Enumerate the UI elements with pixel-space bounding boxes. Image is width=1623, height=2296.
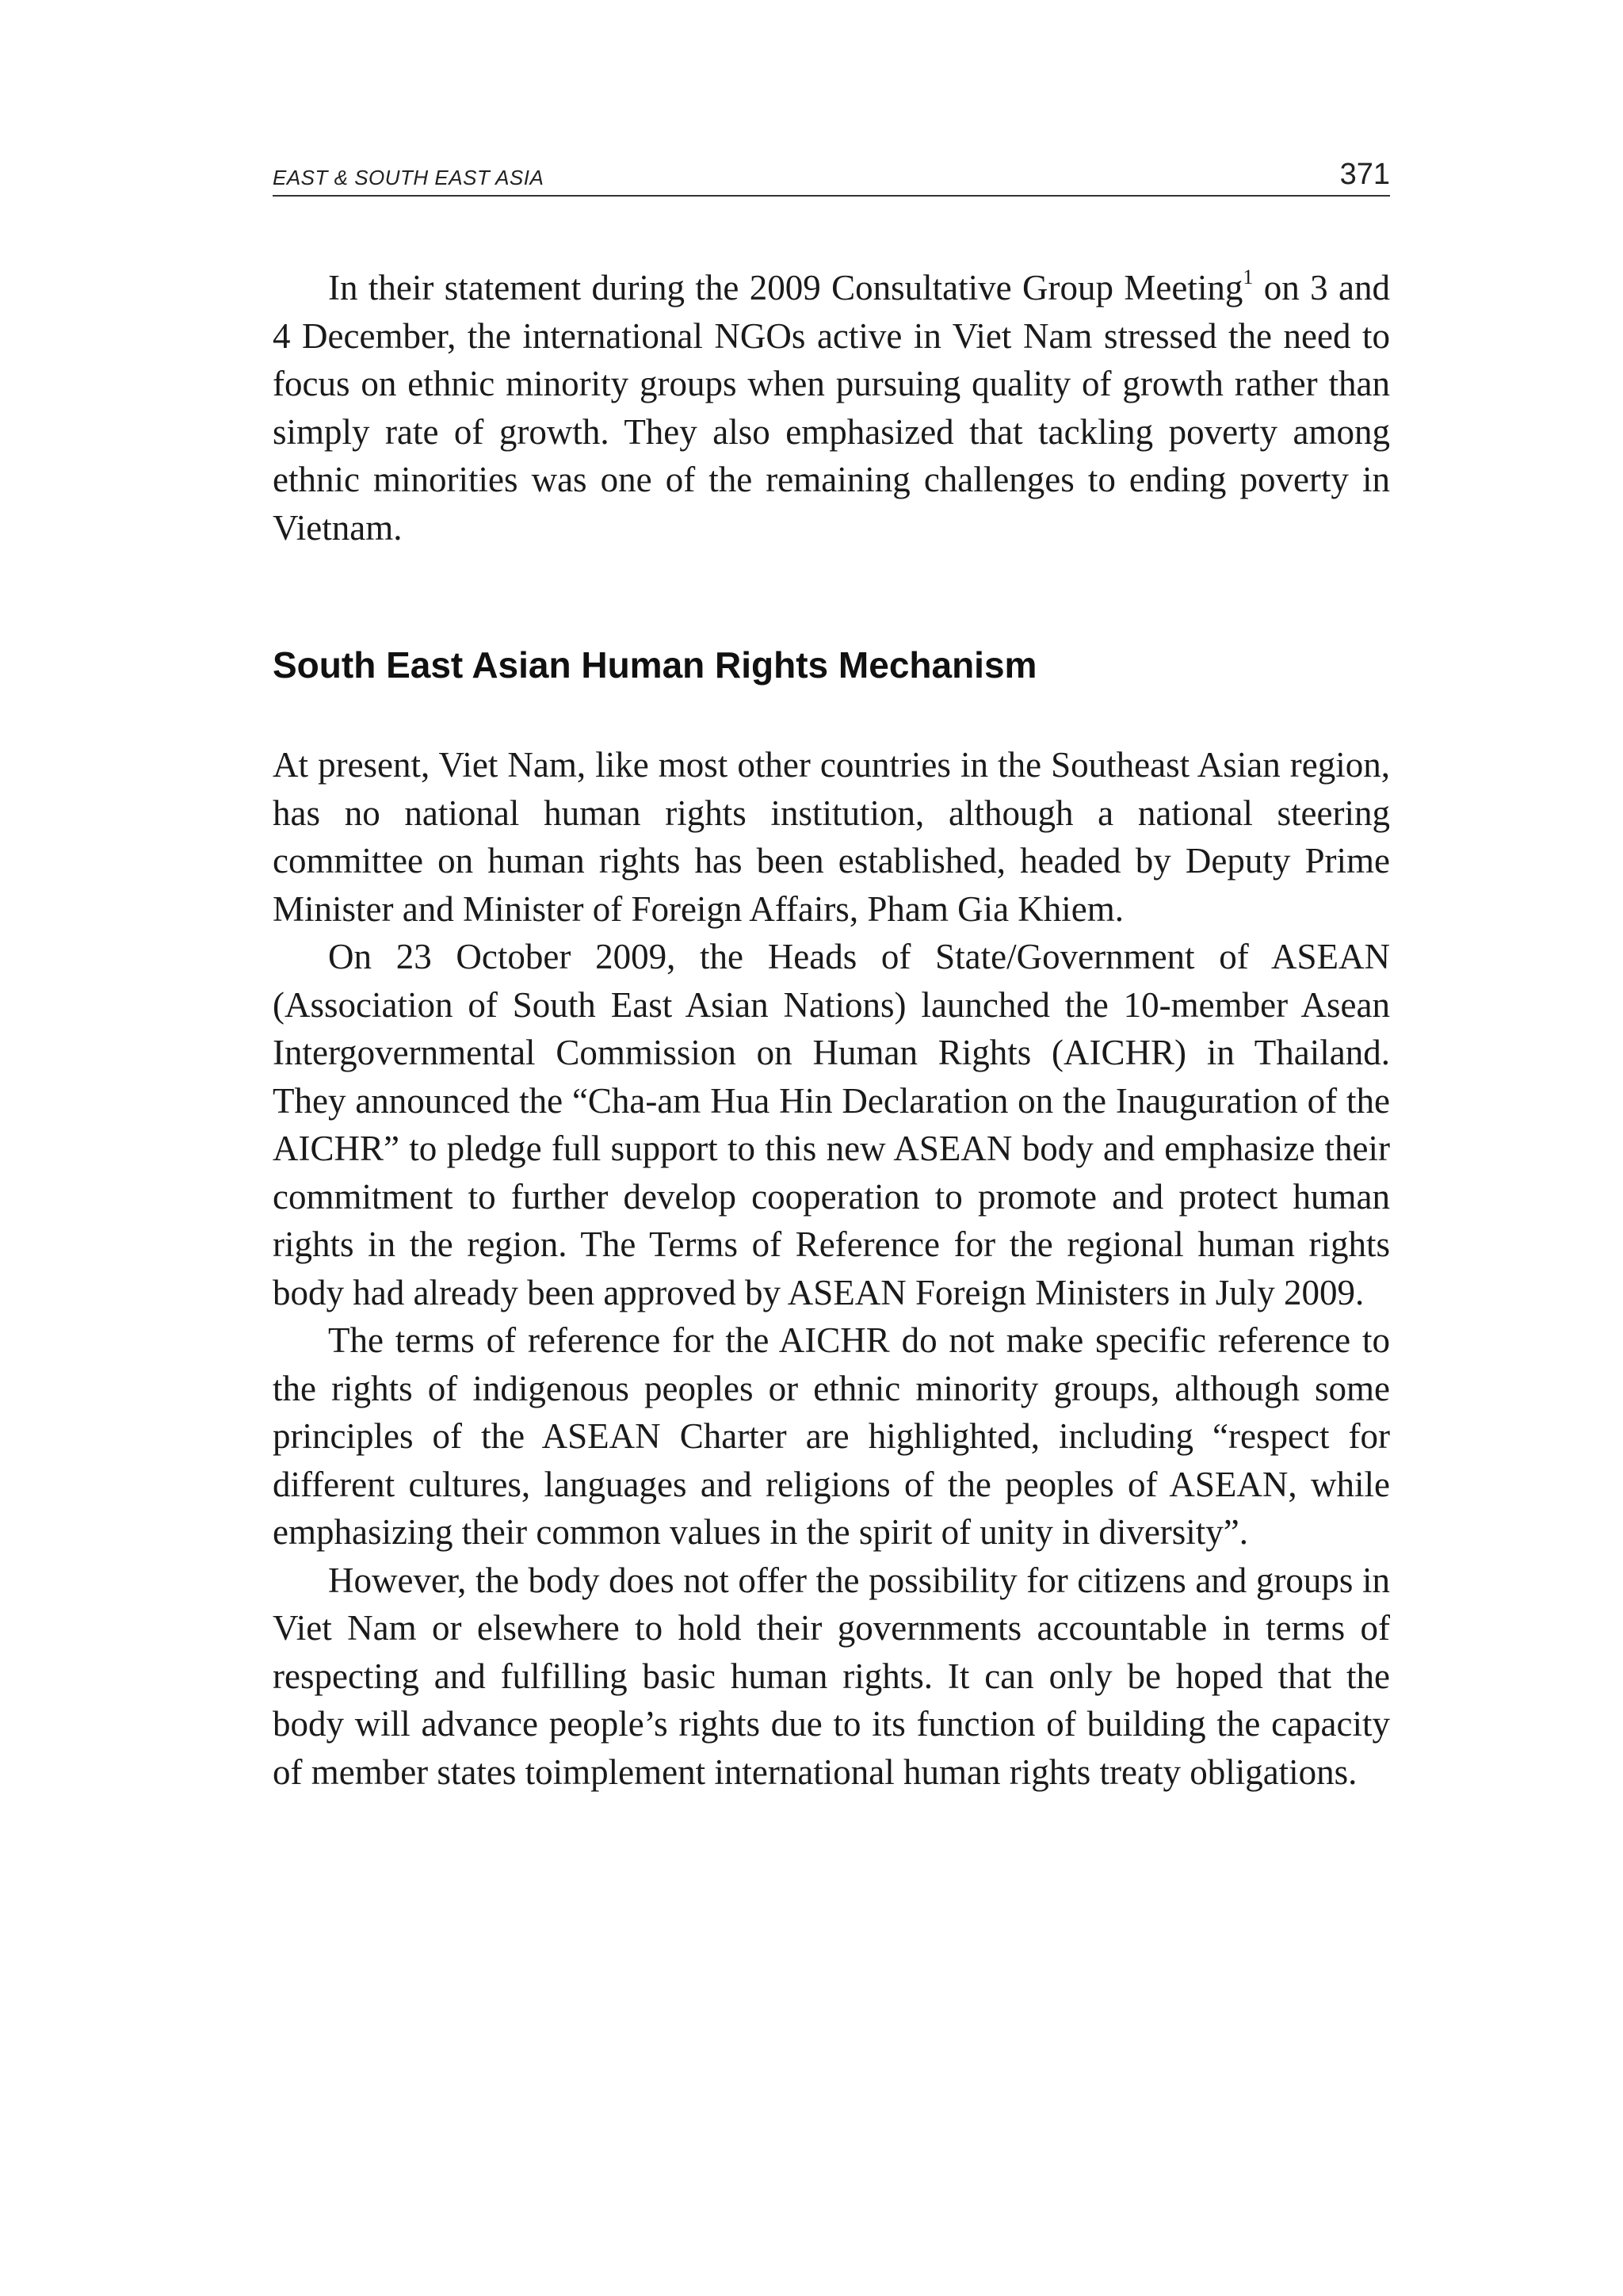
intro-section <box>273 264 1390 552</box>
body-paragraph-3: The terms of reference for the AICHR do not make specific reference to the rights of indigenous peoples or ethnic minority groups, although some principles of the ASEAN Charter are highlighted, including “respect for different cultures, languages and religions of the peoples of ASEAN, while emphasizing their common values in the spirit of unity in diversity”. <box>273 1320 1390 1552</box>
running-title: EAST & SOUTH EAST ASIA <box>273 166 544 189</box>
body-paragraph-2: On 23 October 2009, the Heads of State/Government of ASEAN (Association of South East Asian Nations) launched the 10-member Asean Intergovernmental Commission on Human Rights (AICHR) in Thailand. They announced the “Cha-am Hua Hin Declaration on the Inauguration of the AICHR” to pledge full support to this new ASEAN body and emphasize their commitment to further develop cooperation to promote and protect human rights in the region. The Terms of Reference for the regional human rights body had already been approved by ASEAN Foreign Ministers in July 2009. <box>273 937 1390 1312</box>
section-body <box>273 741 1390 1796</box>
intro-paragraph <box>273 264 1390 552</box>
section-heading: South East Asian Human Rights Mechanism <box>273 644 1037 686</box>
intro-text-end: on 3 and 4 December, the international NGOs active in Viet Nam stressed the need to focus on ethnic minority groups when pursuing quality of growth rather than simply rate of growth. They also emphasized that tackling poverty among ethnic minorities was one of the remaining challenges to ending poverty in Vietnam. <box>273 268 1390 548</box>
running-header <box>273 149 1390 197</box>
body-paragraph-4: However, the body does not offer the possibility for citizens and groups in Viet Nam or elsewhere to hold their governments accountable in terms of respecting and fulfilling basic human rights. It can only be hoped that the body will advance people’s rights due to its function of building the capacity of member states toimplement international human rights treaty obligations. <box>273 1560 1390 1792</box>
body-paragraph-1: At present, Viet Nam, like most other countries in the Southeast Asian region, has no national human rights institution, although a national steering committee on human rights has been established, headed by Deputy Prime Minister and Minister of Foreign Affairs, Pham Gia Khiem. <box>273 745 1390 929</box>
footnote-marker[interactable]: 1 <box>1243 266 1254 288</box>
intro-text-start: In their statement during the 2009 Consultative Group Meeting <box>328 268 1243 308</box>
page-number: 371 <box>1339 158 1390 191</box>
